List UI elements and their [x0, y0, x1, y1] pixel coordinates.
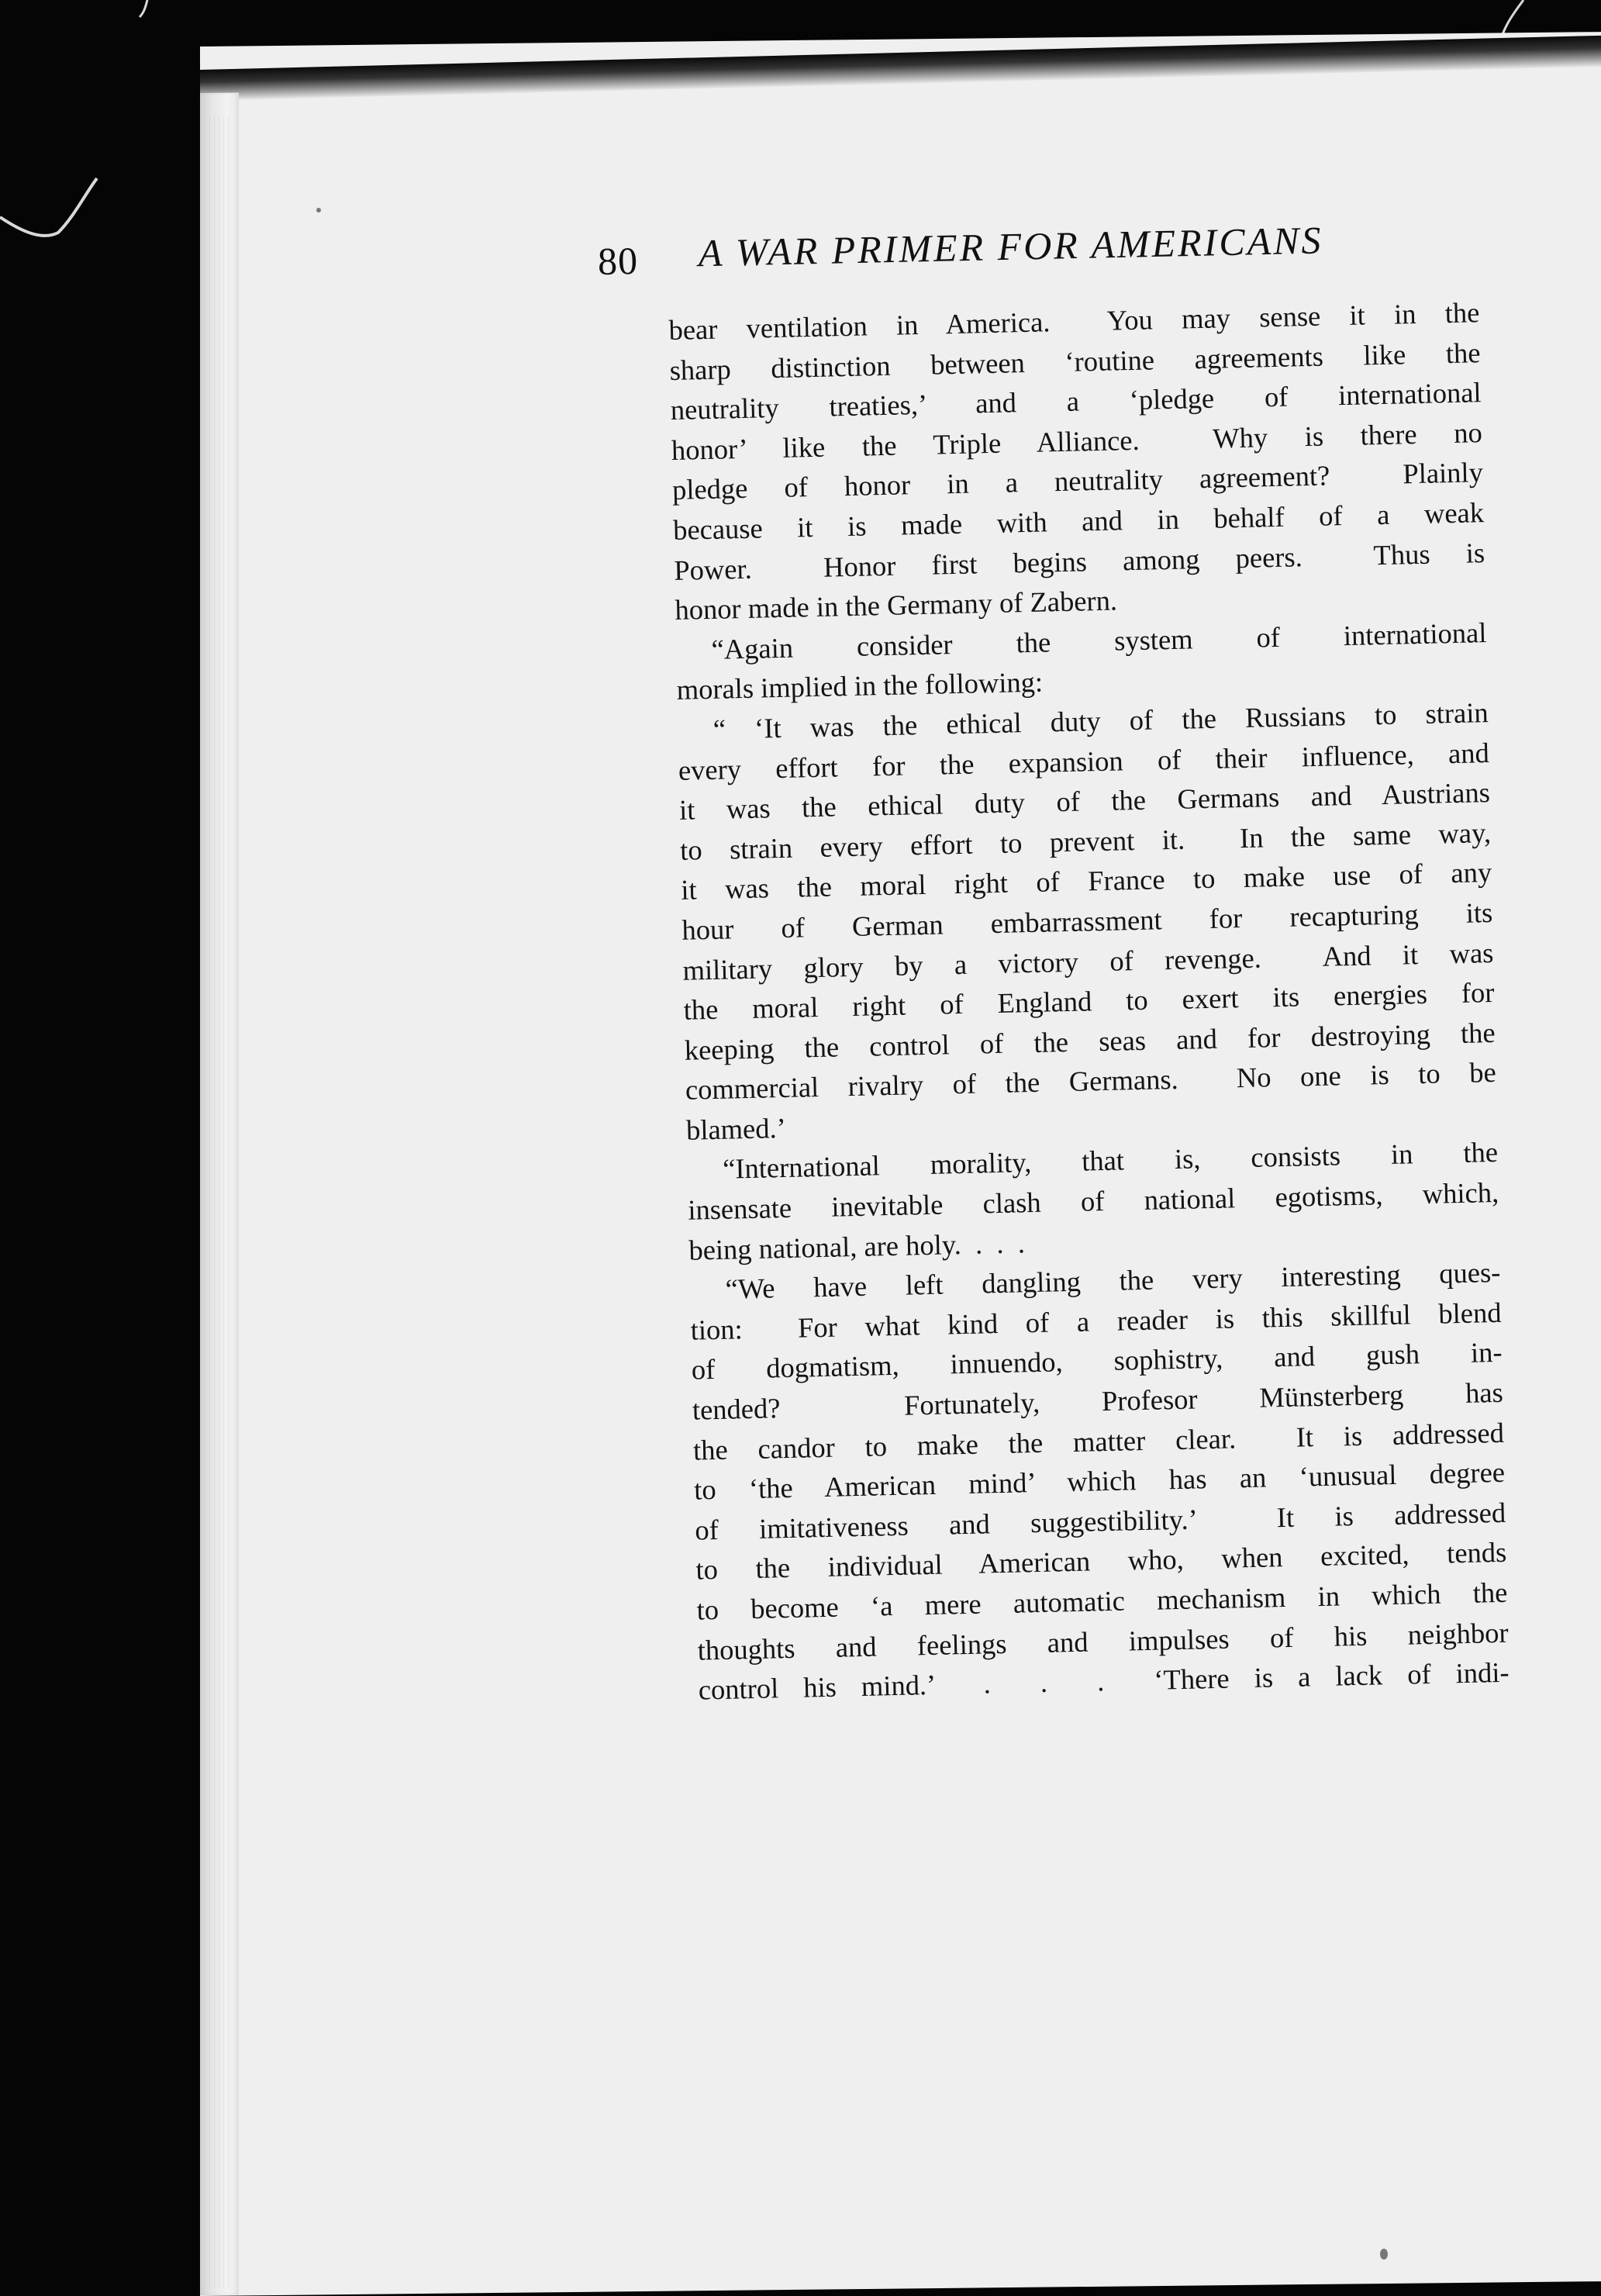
text-line-content: to strain every effort to prevent it. In the same way,: [679, 816, 1492, 866]
body-text: [668, 292, 1510, 1710]
text-line-content: the candor to make the matter clear. It is addressed: [692, 1416, 1505, 1466]
text-line-content: honor’ like the Triple Alliance. Why is there no: [671, 416, 1483, 466]
running-title: A WAR PRIMER FOR AMERICANS: [698, 218, 1324, 275]
text-line-content: morals implied in the following:: [676, 665, 1044, 706]
text-line-content: Power. Honor first begins among peers. Thus is: [673, 536, 1485, 586]
text-line-content: of dogmatism, innuendo, sophistry, and gush in-: [691, 1336, 1503, 1386]
text-line-content: blamed.’: [685, 1111, 787, 1146]
text-line-content: to ‘the American mind’ which has an ‘unusual degree: [693, 1456, 1506, 1506]
text-line-content: it was the ethical duty of the Germans and Austrians: [678, 776, 1491, 826]
page-header: [597, 207, 1451, 287]
text-line-content: “International morality, that is, consists in the: [722, 1136, 1499, 1186]
scan-speck: [316, 208, 321, 212]
text-line-content: of imitativeness and suggestibility.’ It is addressed: [694, 1496, 1506, 1546]
text-line-content: bear ventilation in America. You may sense it in the: [668, 296, 1480, 346]
text-line-content: it was the moral right of France to make use of any: [680, 856, 1492, 906]
text-line-content: to the individual American who, when excited, tends: [695, 1536, 1507, 1586]
text-line-content: pledge of honor in a neutrality agreement? Plainly: [671, 456, 1484, 506]
text-line-content: tion: For what kind of a reader is this skillful blend: [690, 1296, 1502, 1346]
text-line-content: “We have left dangling the very interesting ques-: [725, 1256, 1501, 1305]
text-line-content: military glory by a victory of revenge. And it was: [682, 936, 1494, 986]
text-line-content: keeping the control of the seas and for destroying the: [684, 1016, 1496, 1066]
text-line-content: to become ‘a mere automatic mechanism in which the: [696, 1576, 1508, 1626]
text-line-content: neutrality treaties,’ and a ‘pledge of international: [670, 376, 1482, 426]
text-line-content: sharp distinction between ‘routine agreements like the: [669, 336, 1481, 386]
page-number: 80: [597, 238, 639, 283]
text-line-content: “ ‘It was the ethical duty of the Russians to strain: [713, 696, 1489, 745]
text-line-content: because it is made with and in behalf of a weak: [672, 496, 1485, 546]
text-line-content: every effort for the expansion of their influence, and: [678, 736, 1490, 786]
scan-speck: [1380, 2249, 1388, 2260]
text-line-content: hour of German embarrassment for recapturing its: [681, 896, 1493, 946]
text-line-content: being national, are holy. . . .: [688, 1226, 1026, 1266]
text-line-content: thoughts and feelings and impulses of his neighbor: [697, 1616, 1509, 1666]
text-line-content: insensate inevitable clash of national egotisms, which,: [687, 1176, 1499, 1226]
text-line-content: commercial rivalry of the Germans. No one is to be: [685, 1056, 1497, 1107]
text-line-content: tended? Fortunately, Profesor Münsterberg has: [692, 1376, 1504, 1426]
text-line-content: the moral right of England to exert its energies for: [683, 976, 1495, 1026]
text-line-content: control his mind.’ . . . ‘There is a lack of indi-: [698, 1656, 1510, 1706]
text-line-content: “Again consider the system of international: [711, 616, 1487, 665]
text-line-content: honor made in the Germany of Zabern.: [674, 584, 1118, 627]
